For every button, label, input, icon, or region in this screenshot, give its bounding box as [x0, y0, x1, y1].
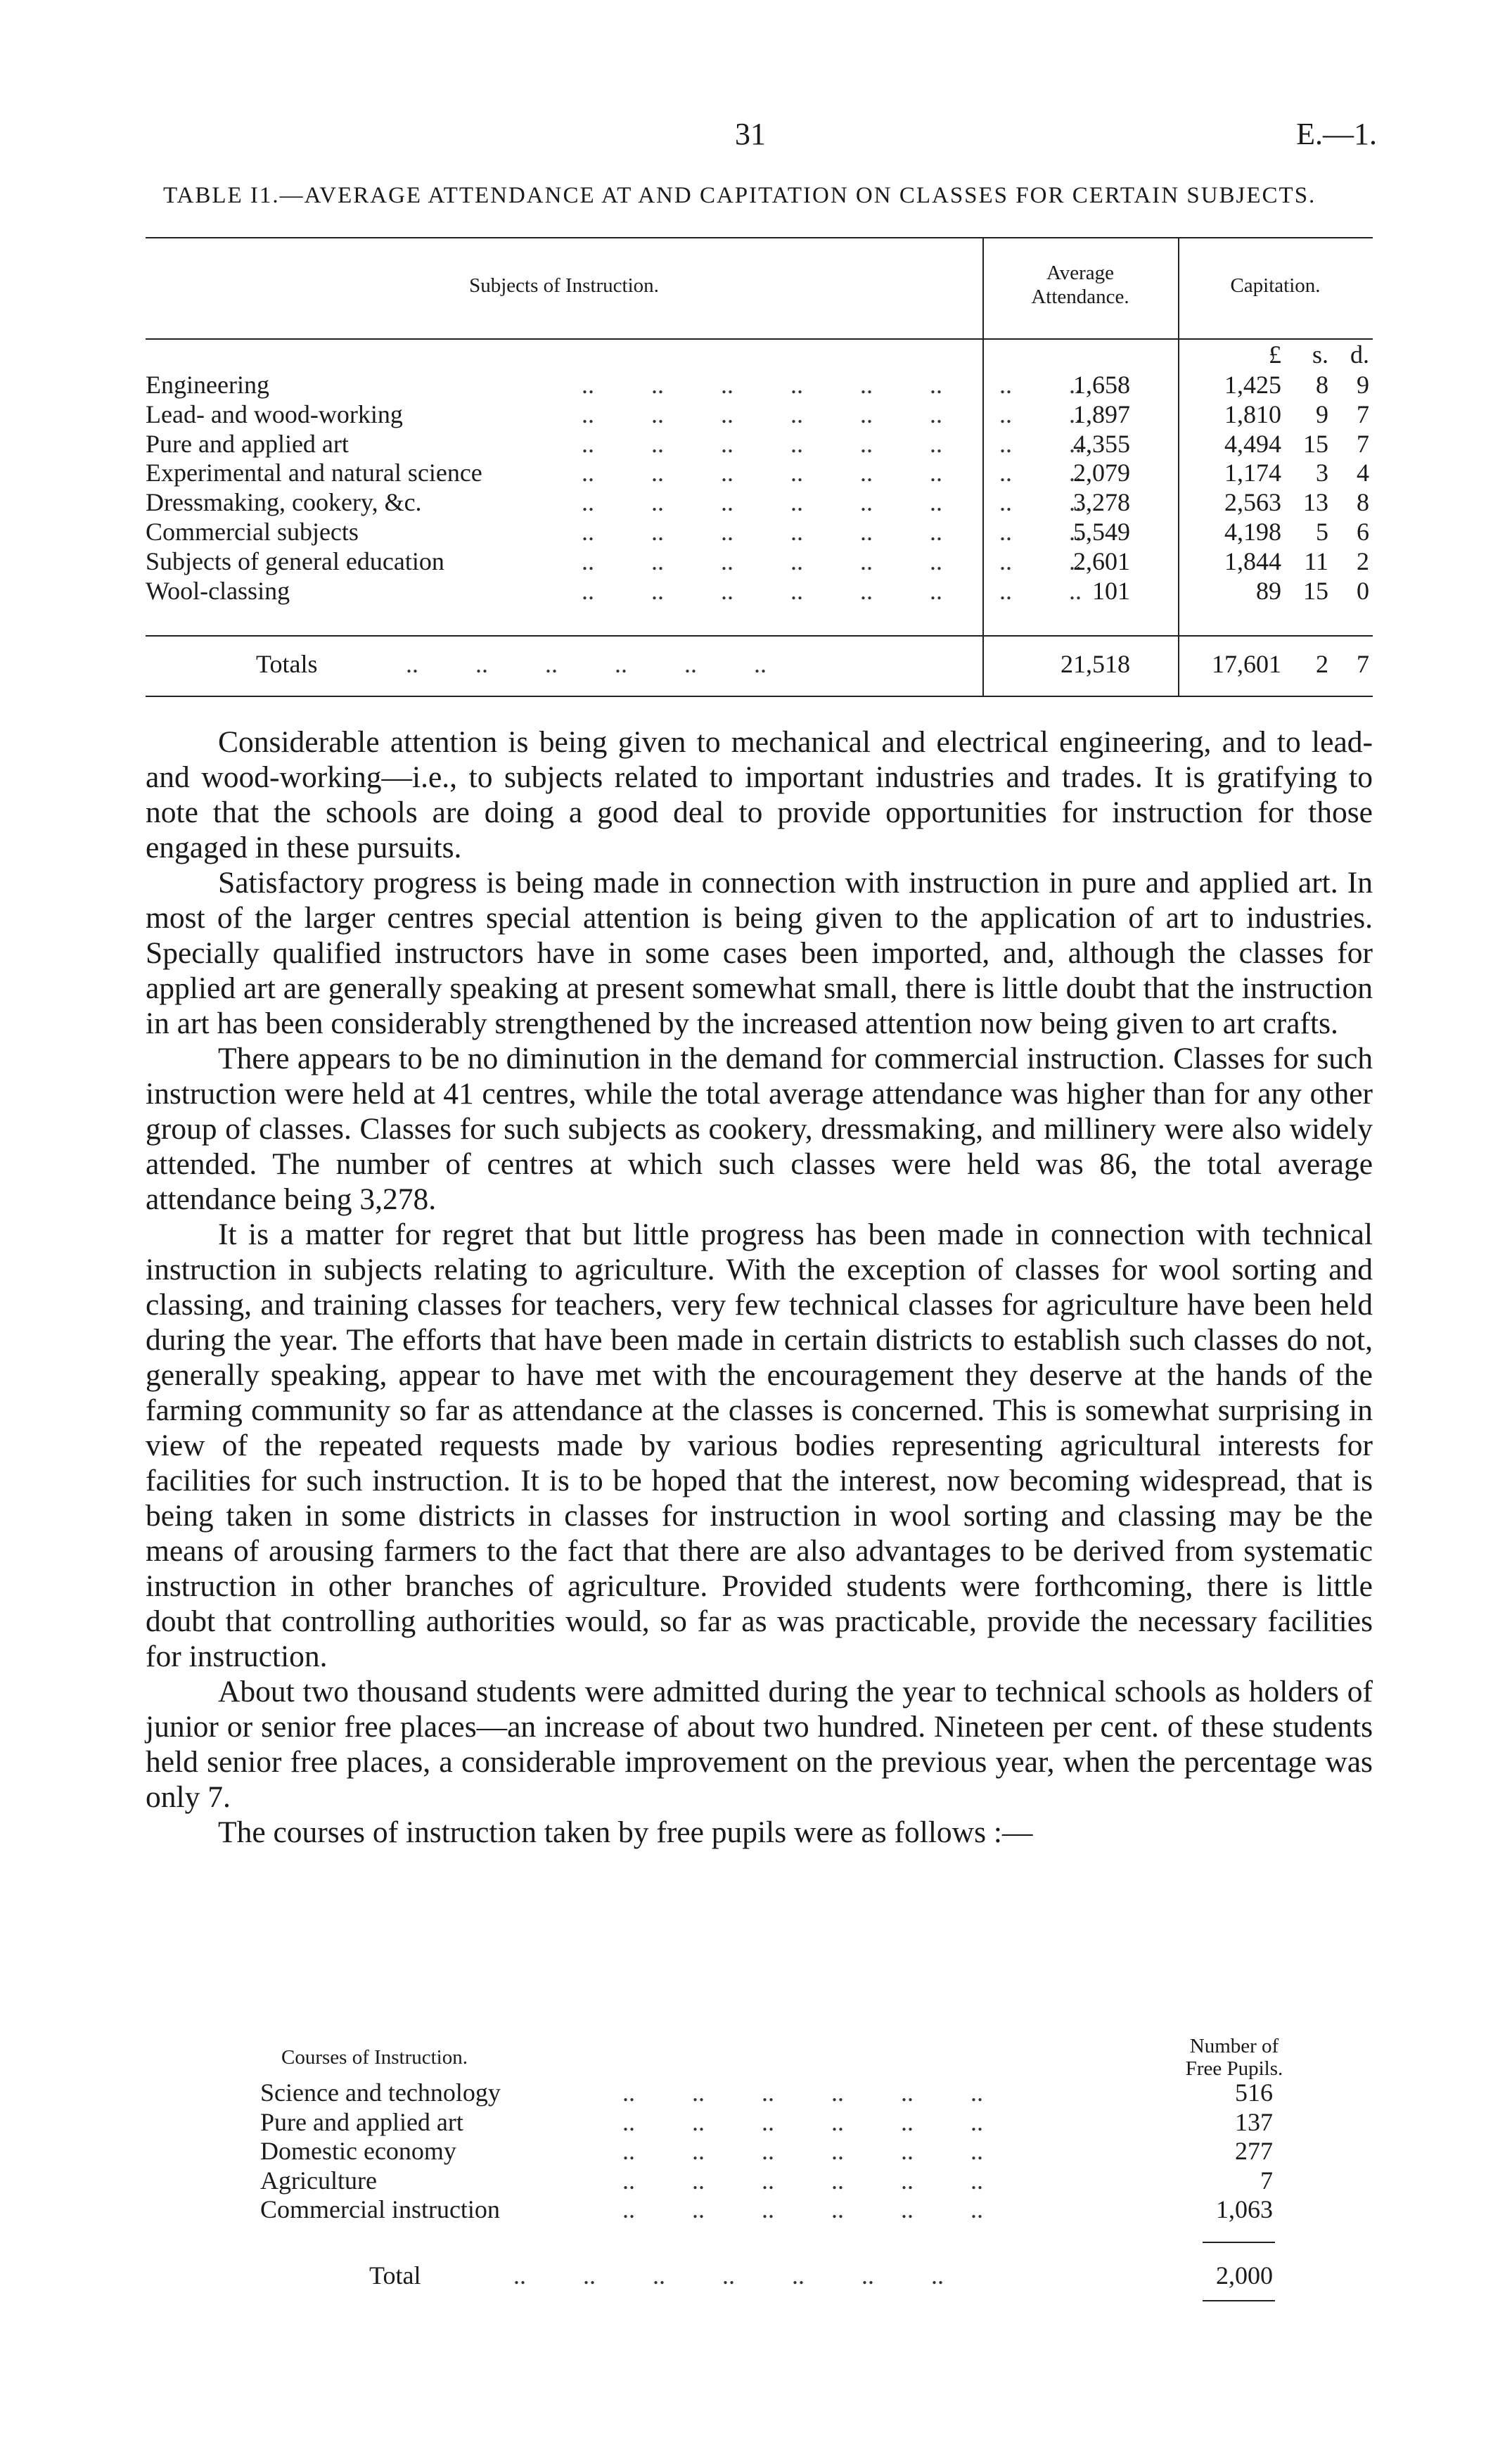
paragraph-free-places: About two thousand students were admitted during the year to technical schools as holders of junior or senior free places—an increase of about two hundred. Nineteen per cent. of these students held senior free places, a considerable improvement on the previous year, when the percentage was only 7.	[146, 1675, 1373, 1814]
course-cell: Domestic economy	[260, 2137, 456, 2165]
totals-pence: 7	[1357, 650, 1369, 678]
column-divider-2	[1178, 237, 1179, 697]
table-totals-rule	[146, 635, 1373, 637]
subject-cell: Experimental and natural science	[146, 459, 482, 487]
pupils-cell: 516	[1235, 2078, 1273, 2107]
leader-dots: .. .. .. .. .. ..	[622, 2108, 983, 2136]
pence-cell: 8	[1357, 488, 1369, 516]
pence-cell: 2	[1357, 547, 1369, 575]
totals-label: Totals	[256, 650, 318, 678]
attendance-cell: 2,601	[1073, 547, 1130, 575]
header-attendance-line1: Average	[1046, 262, 1115, 284]
subject-cell: Pure and applied art	[146, 430, 349, 458]
header-attendance-line2: Attendance.	[1031, 286, 1129, 308]
paragraph-engineering: Considerable attention is being given to mechanical and electrical engineering, and to lead- and wood-working—i.e., to subjects related to important industries and trades. It is gratifying to note that the schools are doing a good deal to provide opportunities for instruction for those engaged in these pursuits.	[146, 725, 1373, 864]
shillings-cell: 13	[1303, 488, 1328, 516]
subject-cell: Commercial subjects	[146, 518, 359, 546]
pence-cell: 4	[1357, 459, 1369, 487]
shillings-cell: 15	[1303, 430, 1328, 458]
pounds-cell: 2,563	[1224, 488, 1281, 516]
shillings-cell: 9	[1316, 400, 1328, 428]
shillings-cell: 15	[1303, 577, 1328, 605]
total-leaders: .. .. .. .. .. .. ..	[513, 2261, 944, 2289]
shillings-cell: 3	[1316, 459, 1328, 487]
subject-cell: Dressmaking, cookery, &c.	[146, 488, 422, 516]
shillings-cell: 8	[1316, 371, 1328, 399]
header-number-line2: Free Pupils.	[1185, 2057, 1283, 2080]
pounds-cell: 1,810	[1224, 400, 1281, 428]
attendance-cell: 4,355	[1073, 430, 1130, 458]
pupils-cell: 137	[1235, 2108, 1273, 2136]
attendance-capitation-table	[146, 237, 1373, 697]
leader-dots: .. .. .. .. .. .. .. ..	[582, 459, 1082, 487]
subject-cell: Engineering	[146, 371, 269, 399]
leader-dots: .. .. .. .. .. ..	[622, 2137, 983, 2165]
subject-cell: Subjects of general education	[146, 547, 444, 575]
course-cell: Science and technology	[260, 2078, 501, 2107]
paragraph-courses-intro: The courses of instruction taken by free pupils were as follows :—	[218, 1815, 1033, 1849]
unit-pence: d.	[1350, 340, 1369, 369]
pounds-cell: 4,198	[1224, 518, 1281, 546]
pence-cell: 9	[1357, 371, 1369, 399]
pounds-cell: 1,425	[1224, 371, 1281, 399]
totals-pounds: 17,601	[1212, 650, 1281, 678]
paragraph-agriculture: It is a matter for regret that but little progress has been made in connection with technical instruction in subjects relating to agriculture. With the exception of classes for wool sorting and classing, and training classes for teachers, very few technical classes for agriculture have been held during the year. The efforts that have been made in certain districts to establish such classes do not, generally speaking, appear to have met with the encouragement they deserve at the hands of the farming community so far as attendance at the classes is concerned. This is somewhat surprising in view of the repeated requests made by various bodies representing agricultural interests for facilities for such instruction. It is to be hoped that the interest, now becoming widespread, that is being taken in some districts in classes for instruction in wool sorting and classing may be the means of arousing farmers to the fact that there are also advantages to be derived from systematic instruction in other branches of agriculture. Provided students were forthcoming, there is little doubt that controlling authorities would, so far as was practicable, provide the necessary facilities for instruction.	[146, 1218, 1373, 1673]
pounds-cell: 89	[1256, 577, 1281, 605]
course-cell: Pure and applied art	[260, 2108, 463, 2136]
header-courses: Courses of Instruction.	[281, 2046, 468, 2069]
attendance-cell: 2,079	[1073, 459, 1130, 487]
leader-dots: .. .. .. .. .. .. .. ..	[582, 518, 1082, 546]
course-cell: Agriculture	[260, 2166, 377, 2195]
unit-pounds: £	[1269, 340, 1281, 369]
pupils-cell: 277	[1235, 2137, 1273, 2165]
table-bottom-rule	[146, 696, 1373, 697]
attendance-cell: 1,658	[1073, 371, 1130, 399]
table-title: TABLE I1.—AVERAGE ATTENDANCE AT AND CAPITATION ON CLASSES FOR CERTAIN SUBJECTS.	[163, 183, 1316, 208]
total-rule-top	[1203, 2242, 1275, 2243]
leader-dots: .. .. .. .. .. .. .. ..	[582, 577, 1082, 605]
attendance-cell: 101	[1092, 577, 1130, 605]
header-capitation: Capitation.	[1230, 274, 1321, 297]
totals-attendance: 21,518	[1061, 650, 1130, 678]
table-top-rule	[146, 237, 1373, 238]
attendance-cell: 3,278	[1073, 488, 1130, 516]
unit-shillings: s.	[1312, 340, 1328, 369]
document-reference: E.—1.	[1296, 117, 1377, 151]
pounds-cell: 1,844	[1224, 547, 1281, 575]
course-cell: Commercial instruction	[260, 2195, 500, 2223]
leader-dots: .. .. .. .. .. .. .. ..	[582, 371, 1082, 399]
pounds-cell: 4,494	[1224, 430, 1281, 458]
pence-cell: 0	[1357, 577, 1369, 605]
free-pupils-table	[260, 2029, 1315, 2360]
subject-cell: Wool-classing	[146, 577, 290, 605]
leader-dots: .. .. .. .. .. ..	[622, 2078, 983, 2107]
header-number-line1: Number of	[1189, 2035, 1279, 2057]
page-number: 31	[735, 117, 766, 151]
attendance-cell: 1,897	[1073, 400, 1130, 428]
attendance-cell: 5,549	[1073, 518, 1130, 546]
pence-cell: 7	[1357, 400, 1369, 428]
leader-dots: .. .. .. .. .. ..	[622, 2195, 983, 2223]
pence-cell: 7	[1357, 430, 1369, 458]
total-rule-bottom	[1203, 2300, 1275, 2301]
pupils-cell: 7	[1260, 2166, 1273, 2195]
leader-dots: .. .. .. .. .. .. .. ..	[582, 400, 1082, 428]
pupils-cell: 1,063	[1216, 2195, 1273, 2223]
total-label: Total	[369, 2261, 421, 2289]
header-subjects: Subjects of Instruction.	[469, 274, 659, 297]
table-header-rule	[146, 338, 1373, 340]
leader-dots: .. .. .. .. .. .. .. ..	[582, 430, 1082, 458]
paragraph-commercial: There appears to be no diminution in the demand for commercial instruction. Classes for such instruction were held at 41 centres, while the total average attendance was higher than for any other group of classes. Classes for such subjects as cookery, dressmaking, and millinery were also widely attended. The number of centres at which such classes were held was 86, the total average attendance being 3,278.	[146, 1042, 1373, 1216]
totals-shillings: 2	[1316, 650, 1328, 678]
paragraph-art: Satisfactory progress is being made in connection with instruction in pure and applied art. In most of the larger centres special attention is being given to the application of art to industries. Specially qualified instructors have in some cases been imported, and, although the classes for applied art are generally speaking at present somewhat small, there is little doubt that the instruction in art has been considerably strengthened by the increased attention now being given to art crafts.	[146, 866, 1373, 1040]
totals-leaders: .. .. .. .. .. ..	[406, 650, 767, 678]
subject-cell: Lead- and wood-working	[146, 400, 403, 428]
shillings-cell: 11	[1304, 547, 1328, 575]
leader-dots: .. .. .. .. .. ..	[622, 2166, 983, 2195]
shillings-cell: 5	[1316, 518, 1328, 546]
pounds-cell: 1,174	[1224, 459, 1281, 487]
leader-dots: .. .. .. .. .. .. .. ..	[582, 547, 1082, 575]
pence-cell: 6	[1357, 518, 1369, 546]
leader-dots: .. .. .. .. .. .. .. ..	[582, 488, 1082, 516]
total-pupils: 2,000	[1216, 2261, 1273, 2289]
body-text	[146, 724, 1373, 1850]
